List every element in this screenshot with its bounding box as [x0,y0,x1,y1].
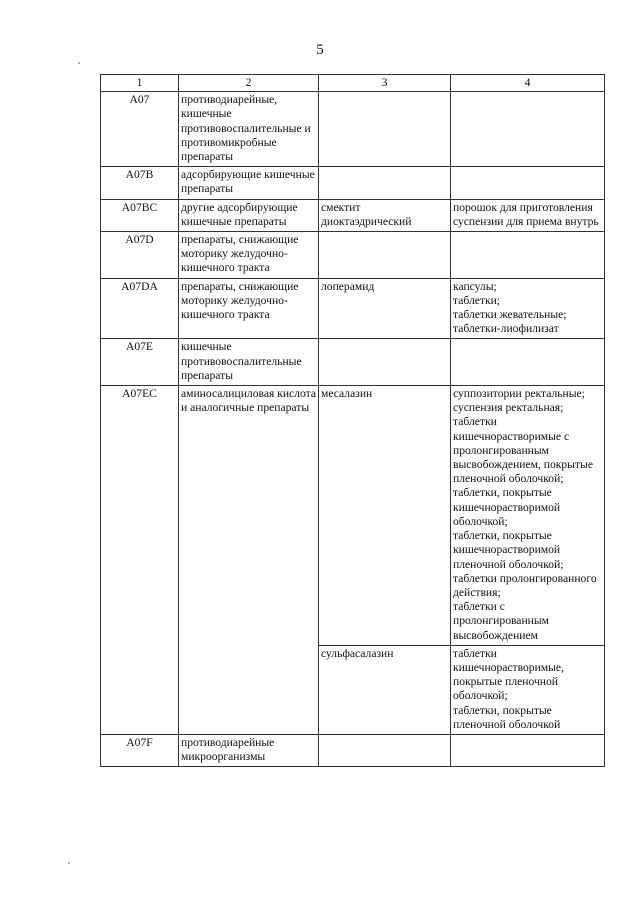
dosage-forms: порошок для приготовления суспензии для приема внутрь [451,199,605,231]
group-name: противодиарейные, кишечные противовоспалительные и противомикробные препараты [179,92,319,167]
scan-speck [78,62,80,64]
drug-name [319,92,451,167]
table-row [101,278,605,339]
dosage-forms [451,232,605,279]
atc-code: A07E [101,339,179,386]
column-header: 3 [319,75,451,92]
table-row [101,232,605,279]
dosage-forms: капсулы; таблетки; таблетки жевательные; таблетки-лиофилизат [451,278,605,339]
group-name: противодиарейные микроорганизмы [179,734,319,766]
drug-table [100,74,605,767]
drug-name: месалазин [319,386,451,646]
drug-name [319,232,451,279]
column-header: 1 [101,75,179,92]
atc-code: A07F [101,734,179,766]
table-row [101,339,605,386]
dosage-forms [451,92,605,167]
group-name: препараты, снижающие моторику желудочно-кишечного тракта [179,278,319,339]
group-name: другие адсорбирующие кишечные препараты [179,199,319,231]
table-row [101,92,605,167]
dosage-forms: таблетки кишечнорастворимые, покрытые пленочной оболочкой; таблетки, покрытые пленочной оболочкой [451,645,605,734]
dosage-forms [451,167,605,199]
atc-code: A07EC [101,386,179,646]
atc-code: A07D [101,232,179,279]
atc-code: A07B [101,167,179,199]
page-number: 5 [316,42,324,58]
group-name: кишечные противовоспалительные препараты [179,339,319,386]
group-name: адсорбирующие кишечные препараты [179,167,319,199]
drug-name: лоперамид [319,278,451,339]
group-name: аминосалициловая кислота и аналогичные препараты [179,386,319,646]
drug-name [319,339,451,386]
column-header: 4 [451,75,605,92]
atc-code: A07 [101,92,179,167]
drug-name [319,734,451,766]
group-name [179,645,319,734]
drug-name: смектит диоктаэдрический [319,199,451,231]
table-row [101,645,605,734]
dosage-forms: суппозитории ректальные; суспензия ректальная; таблетки кишечнорастворимые с пролонгированным высвобождением, покрытые пленочной оболочкой; таблетки, покрытые кишечнорастворимой оболочкой; таблетки, покрытые кишечнорастворимой пленочной оболочкой; таблетки пролонгированного действия; таблетки с пролонгированным высвобождением [451,386,605,646]
atc-code: A07BC [101,199,179,231]
atc-code: A07DA [101,278,179,339]
scan-speck [68,862,70,864]
dosage-forms [451,339,605,386]
table-row [101,167,605,199]
table-header-row [101,75,605,92]
dosage-forms [451,734,605,766]
table-row [101,199,605,231]
table-row [101,386,605,646]
table-row [101,734,605,766]
drug-name [319,167,451,199]
atc-code [101,645,179,734]
drug-name: сульфасалазин [319,645,451,734]
column-header: 2 [179,75,319,92]
group-name: препараты, снижающие моторику желудочно-кишечного тракта [179,232,319,279]
